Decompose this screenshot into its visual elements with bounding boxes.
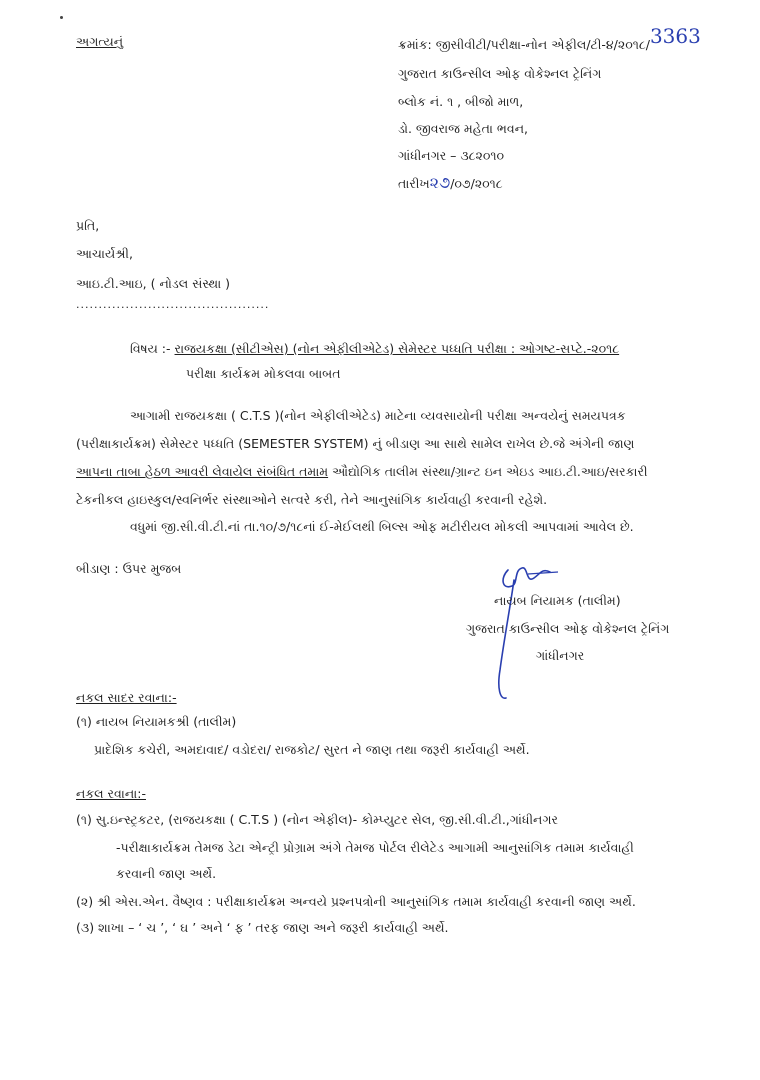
copy-sent-item-1: (૧) નાયબ નિયામકશ્રી (તાલીમ) xyxy=(76,714,237,729)
urgent-label: અગત્યનું xyxy=(76,34,124,49)
copy-item-3: (૩) શાખા – ‘ ચ ’, ‘ ઘ ’ અને ‘ ફ ’ તરફ જાણ અને જરૂરી કાર્યવાહી અર્થે. xyxy=(76,920,449,935)
signatory-org: ગુજરાત કાઉન્સીલ ઓફ વોકેશ્નલ ટ્રેનિંગ xyxy=(466,621,670,636)
org-name: ગુજરાત કાઉન્સીલ ઓફ વોકેશ્નલ ટ્રેનિંગ xyxy=(398,66,602,81)
recipient-iti: આઇ.ટી.આઇ, ( નોડલ સંસ્થા ) xyxy=(76,276,231,291)
copy-sent-heading: નકલ સાદર રવાના:- xyxy=(76,690,177,705)
letter-date xyxy=(398,175,503,192)
body-p1-line4: ટેકનીકલ હાઇસ્કુલ/સ્વનિર્ભર સંસ્થાઓને સત્વરે કરી, તેને આનુસાંગિક કાર્યવાહી કરવાની રહેશે. xyxy=(76,492,548,507)
reference-handwritten: 3363 xyxy=(649,24,701,48)
corner-dot xyxy=(60,16,63,19)
copy-sent-item-1-detail: પ્રાદેશિક કચેરી, અમદાવાદ/ વડોદરા/ રાજકોટ/ સુરત ને જાણ તથા જરૂરી કાર્યવાહી અર્થે. xyxy=(94,742,530,757)
body-p1-line3-underlined: આપના તાબા હેઠળ આવરી લેવાયેલ સંબંધિત તમામ xyxy=(76,464,329,479)
body-p1-line1: આગામી રાજયકક્ષા ( C.T.S )(નોન એફીલીએટેડ) માટેના વ્યવસાયોની પરીક્ષા અન્વયેનું સમયપત્રક xyxy=(130,408,626,423)
signatory-title: નાયબ નિયામક (તાલીમ) xyxy=(494,593,621,608)
org-block: બ્લોક નં. ૧ , બીજો માળ, xyxy=(398,94,524,109)
subject-text-2: પરીક્ષા કાર્યક્રમ મોકલવા બાબત xyxy=(186,366,341,381)
recipient-to: પ્રતિ, xyxy=(76,218,100,233)
reference-prefix: ક્રમાંક: જીસીવીટી/પરીક્ષા-નોન એફીલ/ટી-૪/૨૦૧૮/ xyxy=(398,37,650,52)
body-p1-line3-rest: ઔદ્યોગિક તાલીમ સંસ્થા/ગ્રાન્ટ ઇન એઇડ આઇ.ટી.આઇ/સરકારી xyxy=(328,464,648,479)
enclosure: બીડાણ : ઉપર મુજબ xyxy=(76,561,182,576)
copy-item-2: (૨) શ્રી એસ.એન. વૈષ્ણવ : પરીક્ષાકાર્યક્રમ અન્વયે પ્રશ્નપત્રોની આનુસાંગિક તમામ કાર્યવાહી કરવાની જાણ અર્થે. xyxy=(76,894,636,909)
copy-heading: નકલ રવાના:- xyxy=(76,786,146,801)
recipient-principal: આચાર્યશ્રી, xyxy=(76,246,133,261)
copy-item-1-detail-2: કરવાની જાણ અર્થે. xyxy=(116,866,217,881)
body-p1-line2: (પરીક્ષાકાર્યક્રમ) સેમેસ્ટર પધ્ધતિ (SEMESTER SYSTEM) નું બીડાણ આ સાથે સામેલ રાખેલ છે.જે અંગેની જાણ xyxy=(76,436,635,451)
signatory-city: ગાંધીનગર xyxy=(536,648,585,663)
reference-number xyxy=(398,24,701,53)
copy-item-1-detail-1: -પરીક્ષાકાર્યક્રમ તેમજ ડેટા એન્ટ્રી પ્રોગ્રામ અંગે તેમજ પોર્ટલ રીલેટેડ આગામી આનુસાંગિક તમામ કાર્યવાહી xyxy=(116,840,634,855)
date-suffix: /૦૭/૨૦૧૮ xyxy=(450,176,503,191)
subject-line xyxy=(130,341,619,357)
body-p2: વધુમાં જી.સી.વી.ટી.નાં તા.૧૦/૭/૧૮નાં ઈ-મેઈલથી બિલ્સ ઓફ મટીરીયલ મોકલી આપવામાં આવેલ છે. xyxy=(130,519,634,534)
subject-text: રાજયકક્ષા (સીટીએસ) (નોન એફીલીએટેડ) સેમેસ્ટર પધ્ધતિ પરીક્ષા : ઓગષ્ટ-સપ્ટે.-૨૦૧૮ xyxy=(174,341,620,356)
date-handwritten: ૨૭ xyxy=(429,173,451,192)
date-prefix: તારીખ xyxy=(398,176,430,191)
recipient-dots: ........................................... xyxy=(76,298,270,311)
copy-item-1: (૧) સુ.ઇન્સ્ટ્રકટર, (રાજયકક્ષા ( C.T.S ) (નોન એફીલ)- કોમ્પ્યુટર સેલ, જી.સી.વી.ટી.,ગાંધીનગર xyxy=(76,812,558,827)
subject-label: વિષય :- xyxy=(130,341,171,356)
body-p1-line3 xyxy=(76,464,648,480)
org-building: ડો. જીવરાજ મહેતા ભવન, xyxy=(398,121,528,136)
org-city: ગાંધીનગર – ૩૮૨૦૧૦ xyxy=(398,148,505,163)
